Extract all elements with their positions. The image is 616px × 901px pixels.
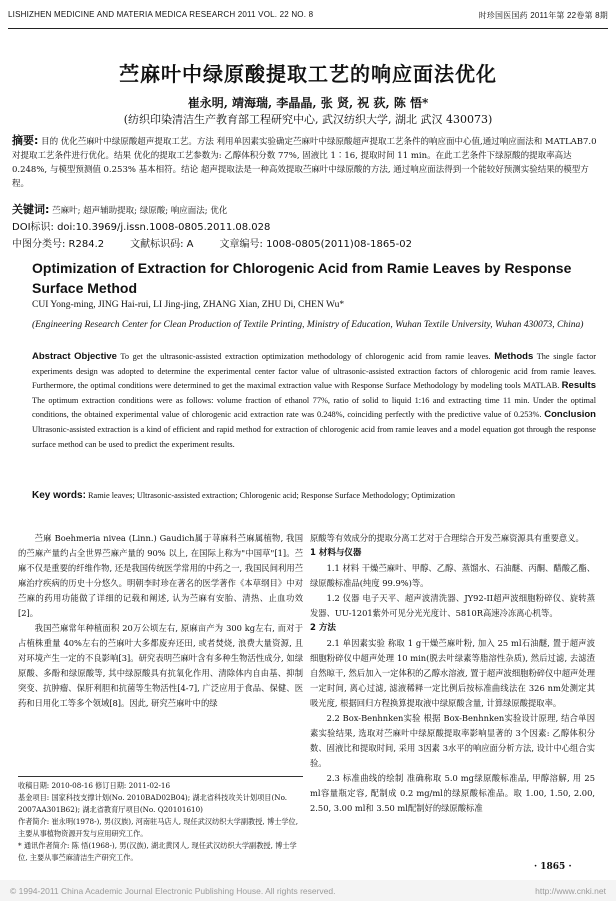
clc-number: 中图分类号: R284.2	[12, 239, 105, 250]
section-heading-materials: 1 材料与仪器	[310, 548, 362, 558]
header-divider	[8, 28, 608, 29]
author-bio: 作者简介: 崔永明(1978-), 男(汉族), 河南驻马店人, 现任武汉纺织大学副教授, 博士学位, 主要从事植物资源开发与应用研究工作。	[18, 817, 299, 838]
running-header	[8, 10, 608, 26]
journal-issue-cn: 时珍国医国药 2011年第 22卷第 8期	[478, 11, 608, 20]
abstract-cn-text: 目的 优化苎麻叶中绿原酸超声提取工艺。方法 利用单因素实验确定苎麻叶中绿原酸超声提取工艺条件的响应面中心值,通过响应面法和 MATLAB7.0对提取工艺条件进行优化。结果 优化的提取工艺参数为: 乙醇体积分数 77%, 固液比 1∶16, 提取时间 11 min。在此工艺条件下绿原酸的提取率高达 0.248%, 与模型预测值 0.253% 基本相符。结论 超声提取法是一种高效提取苎麻叶中绿原酸的方法, 通过响应面法得到一个能较好预测实验结果的模型方程。	[12, 137, 597, 189]
intro-paragraph-3: 原酸等有效成分的提取分离工艺对于合理综合开发苎麻资源具有重要意义。	[310, 533, 584, 543]
paper-title-cn: 苎麻叶中绿原酸提取工艺的响应面法优化	[119, 62, 497, 86]
conclusion-label: Conclusion	[544, 409, 596, 421]
received-date: 收稿日期: 2010-08-16 修订日期: 2011-02-16	[18, 781, 171, 790]
copyright-text: © 1994-2011 China Academic Journal Electronic Publishing House. All rights reserved.	[10, 885, 336, 896]
keywords-en	[32, 490, 596, 501]
source-url: http://www.cnki.net	[535, 885, 606, 896]
intro-paragraph-1: 苎麻 Boehmeria nivea (Linn.) Gaudich属于荨麻科苎麻属植物, 我国的苎麻产量约占全世界苎麻产量的 90% 以上, 在国际上称为"中国草"[1]。苎麻不仅是重要的纤维作物, 还是我国传统医学常用的中药之一, 我国民间利用苎麻治疗疾病的历史十分悠久。明朝李时珍在著名的医学著作《本草纲目》中对苎麻的药用功能做了详细的记载和阐述, 认为苎麻有安胎、清热、止血功效[2]。	[18, 533, 303, 618]
doi-line: DOI标识: doi:10.3969/j.issn.1008-0805.2011.08.028	[12, 222, 271, 233]
keywords-en-label: Key words:	[32, 490, 86, 501]
page-number: · 1865 ·	[534, 862, 572, 872]
article-number: 文章编号: 1008-0805(2011)08-1865-02	[219, 239, 412, 250]
body-left-column	[18, 531, 303, 711]
watermark-footer	[0, 880, 616, 901]
affiliation-en: (Engineering Research Center for Clean Production of Textile Printing, Ministry of Education, Wuhan Textile University, Wuhan 430073, China)	[32, 320, 584, 330]
objective-text: To get the ultrasonic-assisted extraction optimization methodology of chlorogenic acid from ramie leaves.	[120, 352, 491, 361]
body-right-column	[310, 531, 595, 816]
objective-label: Objective	[74, 351, 117, 362]
keywords-en-text: Ramie leaves; Ultrasonic-assisted extraction; Chlorogenic acid; Response Surface Methodology; Optimization	[87, 491, 456, 500]
abstract-cn-label: 摘要:	[12, 134, 39, 147]
methods-label: Methods	[494, 351, 534, 362]
fund-info: 基金项目: 国家科技支撑计划(No. 2010BAD02B04); 湖北省科技攻关计划项目(No. 2007AA301B62); 湖北省教育厅项目(No. Q20101610)	[18, 793, 288, 814]
classification-line	[12, 235, 604, 250]
section-1-1: 1.1 材料 干燥苎麻叶、甲醇、乙醇、蒸馏水、石油醚、丙酮、醋酸乙酯、绿原酸标准品(纯度 99.9%)等。	[310, 563, 595, 588]
paper-title-en: Optimization of Extraction for Chlorogenic Acid from Ramie Leaves by Response Surface Method	[32, 260, 572, 296]
document-code: 文献标识码: A	[130, 239, 194, 250]
abstract-en-label: Abstract	[32, 351, 71, 362]
section-2-3: 2.3 标准曲线的绘制 准确称取 5.0 mg绿原酸标准品, 甲醇溶解, 用 25 ml容量瓶定容, 配制成 0.2 mg/ml的绿原酸标准品。取 1.00, 1.50, 2.00, 2.50, 3.00 ml和 3.50 ml配制好的绿原酸标准	[310, 773, 595, 813]
section-2-1: 2.1 单因素实验 称取 1 g干燥苎麻叶粉, 加入 25 ml石油醚, 置于超声波细胞粉碎仪中超声处理 10 min(脱去叶绿素等脂溶性杂质), 然后过滤, 去滤渣自然晾干, 然后加入一定体积的乙醇水溶液, 置于超声波细胞粉碎仪中超声处理一定时间, 离心过滤, 滤液稀释一定比例后按标准曲线法在 326 nm处测定其吸光度, 根据回归方程换算提取液中绿原酸含量, 计算绿原酸提取率。	[310, 638, 595, 708]
results-label: Results	[561, 380, 596, 392]
section-1-2: 1.2 仪器 电子天平、超声波清洗器、JY92-II超声波细胞粉碎仪、旋转蒸发器、UU-1201紫外可见分光光度计、5810R高速冷冻离心机等。	[310, 593, 595, 618]
methods-text: The single factor experiments design was adopted to determine the experimental center factor value of ultrasonic-assisted extraction factors of chlorogenic acid from ramie leaves. Furthermore, the optimal conditions were determined to get the maximal extraction value with Response Surface Methodology by modeling tools MATLAB.	[32, 352, 597, 391]
conclusion-text: Ultrasonic-assisted extraction is a kind of efficient and rapid method for extraction of chlorogenic acid from ramie leaves and a model equation got through the response surface method can be used to predict the experiment results.	[32, 424, 596, 449]
section-2-2: 2.2 Box-Benhnken实验 根据 Box-Benhnken实验设计原理, 结合单因素实验结果, 选取对苎麻叶中绿原酸提取率影响显著的 3个因素: 乙醇体积分数、固液比和提取时间, 采用 3因素 3水平的响应面分析方法, 设计中心组合实验。	[310, 713, 595, 768]
abstract-cn	[12, 134, 604, 191]
keywords-cn	[12, 201, 604, 217]
affiliation-cn: (纺织印染清洁生产教育部工程研究中心, 武汉纺织大学, 湖北 武汉 430073)	[123, 113, 493, 126]
corresponding-author: * 通讯作者简介: 陈 悟(1968-), 男(汉族), 湖北黄冈人, 现任武汉纺织大学副教授, 博士学位, 主要从事苎麻清洁生产研究工作。	[18, 841, 297, 862]
keywords-cn-label: 关键词:	[12, 203, 50, 216]
footnote-block	[18, 776, 303, 864]
intro-paragraph-2: 我国苎麻常年种植面积 20万公顷左右, 原麻亩产为 300 kg左右, 而对于占植株重量 40%左右的苎麻叶大多都废弃还田, 或者焚烧, 浪费大量资源, 且对环境产生一定的不良影响[3]。研究表明苎麻叶含有多种生物活性成分, 如绿原酸、多酚和绿原酸等, 其中绿原酸具有抗氧化作用、清除体内自由基、抑制突变、抗肿瘤、保肝利胆和抗菌等生物活性[4-7], 广泛应用于食品、保健、医药和日用化工等多个领域[8]。因此, 研究苎麻叶中的绿	[18, 623, 303, 708]
keywords-cn-text: 苎麻叶; 超声辅助提取; 绿原酸; 响应面法; 优化	[52, 206, 228, 216]
abstract-en	[32, 350, 596, 452]
results-text: The optimum extraction conditions were as follows: volume fraction of ethanol 77%, ratio of solid to liquid 1:16 and extracting time 11 min. Under the optimal conditions, the obtained experimental value of chlorogenic acid extraction rate was 0.248%, coinciding perfectly with the predictive value of 0.253%.	[32, 395, 596, 420]
authors-en: CUI Yong-ming, JING Hai-rui, LI Jing-jing, ZHANG Xian, ZHU Di, CHEN Wu*	[32, 300, 345, 310]
journal-name-en: LISHIZHEN MEDICINE AND MATERIA MEDICA RESEARCH 2011 VOL. 22 NO. 8	[8, 10, 314, 19]
authors-cn: 崔永明, 靖海瑞, 李晶晶, 张 贤, 祝 荻, 陈 悟*	[187, 96, 429, 110]
section-heading-methods: 2 方法	[310, 623, 336, 633]
